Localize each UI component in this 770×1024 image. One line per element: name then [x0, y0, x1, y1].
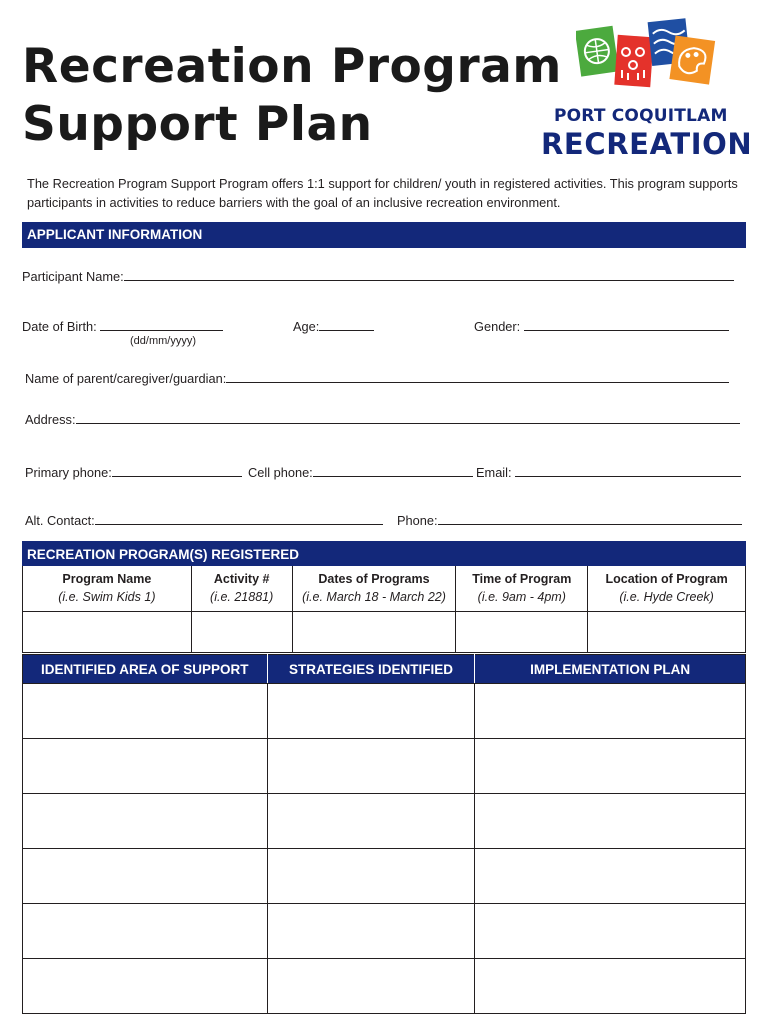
example-activity-number: (i.e. 21881) — [191, 589, 292, 612]
plan-row — [23, 959, 746, 1014]
support-plan-table — [22, 654, 746, 1014]
age-field[interactable] — [293, 319, 374, 334]
primary-phone-field[interactable] — [25, 465, 242, 480]
program-name-cell[interactable] — [23, 612, 192, 653]
phone-field[interactable] — [397, 513, 742, 528]
example-time: (i.e. 9am - 4pm) — [456, 589, 588, 612]
participant-name-label: Participant Name: — [22, 269, 124, 284]
plan-row — [23, 904, 746, 959]
cell-phone-field[interactable] — [248, 465, 473, 480]
plan-row — [23, 739, 746, 794]
alt-contact-label: Alt. Contact: — [25, 513, 95, 528]
port-coquitlam-logo — [540, 18, 753, 168]
support-area-cell[interactable] — [23, 904, 268, 959]
column-implementation-plan: IMPLEMENTATION PLAN — [475, 655, 746, 684]
column-dates-of-programs: Dates of Programs — [292, 566, 456, 589]
phone-label: Phone: — [397, 513, 438, 528]
implementation-cell[interactable] — [475, 739, 746, 794]
logo-text-recreation: RECREATION — [541, 127, 753, 161]
parent-name-label: Name of parent/caregiver/guardian: — [25, 371, 227, 386]
strategies-cell[interactable] — [267, 739, 475, 794]
example-program-name: (i.e. Swim Kids 1) — [23, 589, 192, 612]
strategies-cell[interactable] — [267, 794, 475, 849]
gender-label: Gender: — [474, 319, 521, 334]
column-program-name: Program Name — [23, 566, 192, 589]
title-line-2: Support Plan — [22, 97, 373, 152]
page-title — [22, 38, 562, 154]
support-area-cell[interactable] — [23, 794, 268, 849]
location-cell[interactable] — [588, 612, 746, 653]
programs-header-row — [23, 566, 746, 589]
alt-contact-field[interactable] — [25, 513, 383, 528]
intro-paragraph: The Recreation Program Support Program offers 1:1 support for children/ youth in registered activities. This program supports participants in activities to reduce barriers with the goal of an inclusive recreation environment. — [27, 176, 738, 210]
support-area-cell[interactable] — [23, 959, 268, 1014]
gender-field[interactable] — [474, 319, 729, 334]
programs-table — [22, 566, 746, 653]
support-area-cell[interactable] — [23, 849, 268, 904]
title-line-1: Recreation Program — [22, 39, 562, 94]
column-strategies-identified: STRATEGIES IDENTIFIED — [267, 655, 475, 684]
implementation-cell[interactable] — [475, 849, 746, 904]
plan-header-row — [23, 655, 746, 684]
programs-entry-row — [23, 612, 746, 653]
primary-phone-label: Primary phone: — [25, 465, 112, 480]
implementation-cell[interactable] — [475, 794, 746, 849]
programs-example-row — [23, 589, 746, 612]
logo-text-port-coquitlam: PORT COQUITLAM — [554, 106, 728, 126]
implementation-cell[interactable] — [475, 959, 746, 1014]
logo-tiles-icon — [576, 18, 716, 92]
support-area-cell[interactable] — [23, 684, 268, 739]
date-format-hint: (dd/mm/yyyy) — [130, 335, 196, 347]
date-of-birth-field[interactable] — [22, 319, 223, 334]
column-identified-area-of-support: IDENTIFIED AREA OF SUPPORT — [23, 655, 268, 684]
strategies-cell[interactable] — [267, 959, 475, 1014]
plan-row — [23, 794, 746, 849]
plan-row — [23, 684, 746, 739]
strategies-cell[interactable] — [267, 684, 475, 739]
date-of-birth-label: Date of Birth: — [22, 319, 97, 334]
cell-phone-label: Cell phone: — [248, 465, 313, 480]
strategies-cell[interactable] — [267, 904, 475, 959]
example-dates: (i.e. March 18 - March 22) — [292, 589, 456, 612]
age-label: Age: — [293, 319, 320, 334]
email-field[interactable] — [476, 465, 741, 480]
example-location: (i.e. Hyde Creek) — [588, 589, 746, 612]
implementation-cell[interactable] — [475, 684, 746, 739]
time-cell[interactable] — [456, 612, 588, 653]
column-activity-number: Activity # — [191, 566, 292, 589]
programs-registered-heading: RECREATION PROGRAM(S) REGISTERED — [22, 541, 746, 566]
activity-number-cell[interactable] — [191, 612, 292, 653]
plan-row — [23, 849, 746, 904]
column-location-of-program: Location of Program — [588, 566, 746, 589]
applicant-information-heading: APPLICANT INFORMATION — [22, 222, 746, 248]
dates-cell[interactable] — [292, 612, 456, 653]
address-label: Address: — [25, 412, 76, 427]
participant-name-field[interactable] — [22, 269, 734, 284]
email-label: Email: — [476, 465, 512, 480]
support-area-cell[interactable] — [23, 739, 268, 794]
parent-name-field[interactable] — [25, 371, 729, 386]
strategies-cell[interactable] — [267, 849, 475, 904]
column-time-of-program: Time of Program — [456, 566, 588, 589]
address-field[interactable] — [25, 412, 740, 427]
implementation-cell[interactable] — [475, 904, 746, 959]
